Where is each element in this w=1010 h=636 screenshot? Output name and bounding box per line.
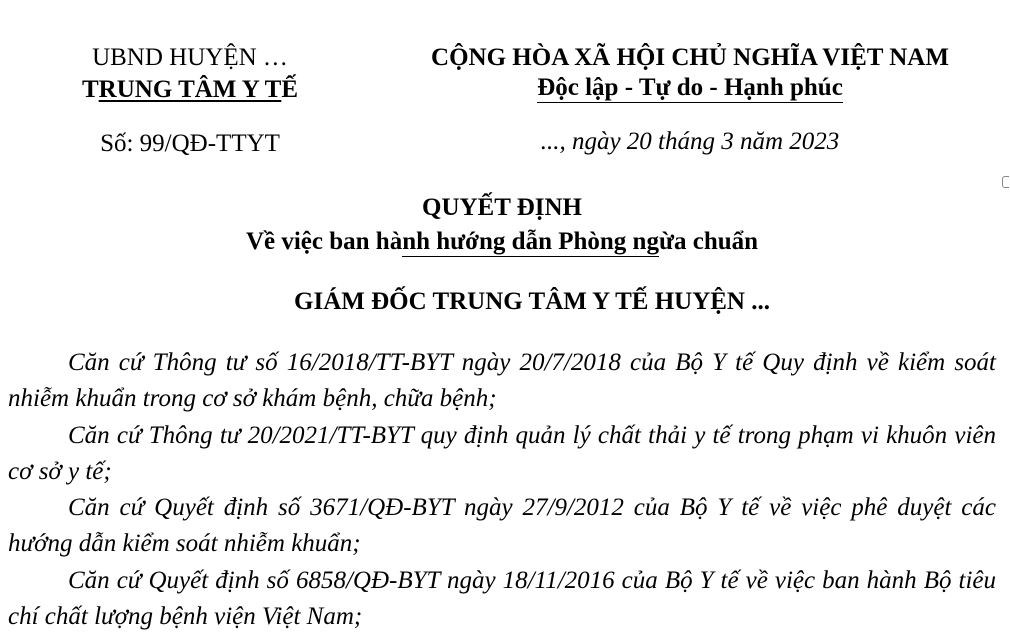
document-type: QUYẾT ĐỊNH <box>422 194 582 221</box>
unit-name-post: Ế <box>281 76 299 103</box>
motto <box>410 72 970 104</box>
agency-name: UBND HUYỆN … <box>92 44 288 71</box>
legal-basis-paragraph: Căn cứ Thông tư số 16/2018/TT-BYT ngày 20/7/2018 của Bộ Y tế Quy định về kiểm soát nhiễm khuẩn trong cơ sở khám bệnh, chữa bệnh; <box>8 349 996 412</box>
document-subject <box>0 226 1004 258</box>
margin-bracket-icon <box>1002 176 1009 188</box>
unit-name <box>40 74 340 106</box>
unit-name-underlined: RUNG TÂM Y T <box>98 76 282 103</box>
issuer-title: GIÁM ĐỐC TRUNG TÂM Y TẾ HUYỆN ... <box>294 288 770 315</box>
document-date: ..., ngày 20 tháng 3 năm 2023 <box>540 128 840 155</box>
nation-name: CỘNG HÒA XÃ HỘI CHỦ NGHĨA VIỆT NAM <box>431 44 949 71</box>
legal-basis-paragraph: Căn cứ Quyết định số 3671/QĐ-BYT ngày 27/9/2012 của Bộ Y tế về việc phê duyệt các hướng dẫn kiểm soát nhiễm khuẩn; <box>8 494 996 557</box>
subject-post: ừa chuẩn <box>658 228 759 255</box>
legal-basis-paragraph: Căn cứ Quyết định số 6858/QĐ-BYT ngày 18/11/2016 của Bộ Y tế về việc ban hành Bộ tiêu chí chất lượng bệnh viện Việt Nam; <box>8 567 996 630</box>
unit-name-pre: T <box>81 76 99 103</box>
document-number: Số: 99/QĐ-TTYT <box>100 130 280 157</box>
legal-basis-paragraph: Căn cứ Thông tư 20/2021/TT-BYT quy định quản lý chất thải y tế trong phạm vi khuôn viên cơ sở y tế; <box>8 422 996 485</box>
subject-pre: Về việc ban hà <box>245 228 403 255</box>
subject-underlined: nh hướng dẫn Phòng ng <box>402 228 659 255</box>
motto-text: Độc lập - Tự do - Hạnh phúc <box>537 74 843 101</box>
